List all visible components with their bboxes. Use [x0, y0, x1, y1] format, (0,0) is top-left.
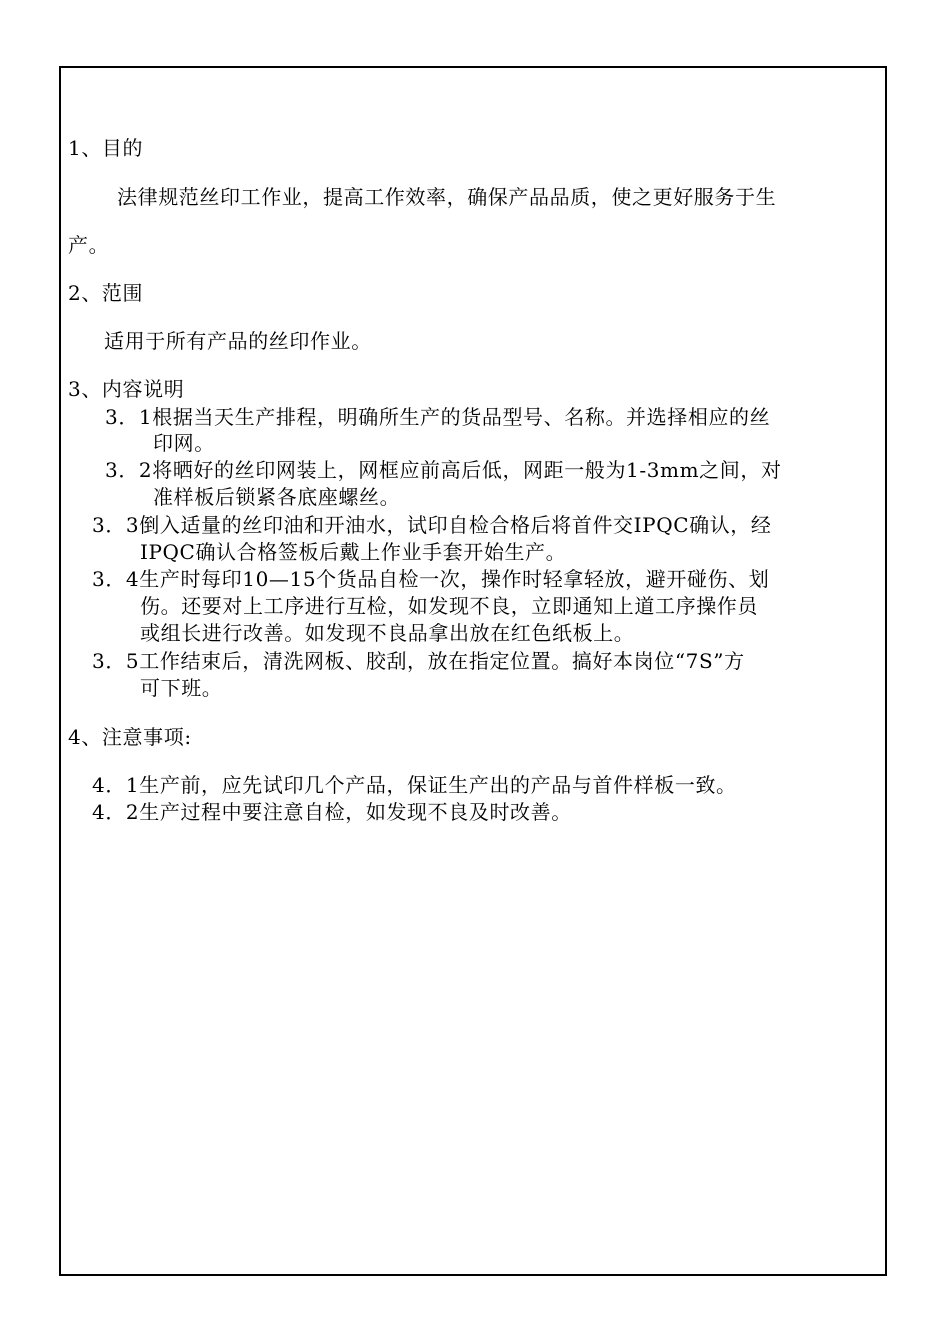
- item-4-2: 4．2生产过程中要注意自检，如发现不良及时改善。: [92, 800, 572, 824]
- section-1-body-line-2: 产。: [68, 233, 110, 257]
- item-3-5-line-2: 可下班。: [140, 676, 223, 700]
- item-3-1-line-1: 3．1根据当天生产排程，明确所生产的货品型号、名称。并选择相应的丝: [105, 405, 771, 429]
- item-3-3-line-1: 3．3倒入适量的丝印油和开油水，试印自检合格后将首件交IPQC确认，经: [92, 513, 772, 537]
- section-1-body-line-1: 法律规范丝印工作业，提高工作效率，确保产品品质，使之更好服务于生: [117, 185, 777, 209]
- section-2-body: 适用于所有产品的丝印作业。: [104, 329, 372, 353]
- item-3-5-line-1: 3．5工作结束后，清洗网板、胶刮，放在指定位置。搞好本岗位“7S”方: [92, 649, 745, 673]
- section-4-heading: 4、注意事项:: [68, 725, 192, 749]
- item-3-4-line-1: 3．4生产时每印10—15个货品自检一次，操作时轻拿轻放，避开碰伤、划: [92, 567, 770, 591]
- item-3-4-line-3: 或组长进行改善。如发现不良品拿出放在红色纸板上。: [140, 621, 635, 645]
- section-2-heading: 2、范围: [68, 281, 144, 305]
- section-3-heading: 3、内容说明: [68, 377, 185, 401]
- item-3-2-line-2: 准样板后锁紧各底座螺丝。: [153, 485, 401, 509]
- item-3-3-line-2: IPQC确认合格签板后戴上作业手套开始生产。: [140, 540, 567, 564]
- item-4-1: 4．1生产前，应先试印几个产品，保证生产出的产品与首件样板一致。: [92, 773, 737, 797]
- item-3-2-line-1: 3．2将晒好的丝印网装上，网框应前高后低，网距一般为1-3mm之间，对: [105, 458, 782, 482]
- item-3-4-line-2: 伤。还要对上工序进行互检，如发现不良，立即通知上道工序操作员: [140, 594, 758, 618]
- item-3-1-line-2: 印网。: [153, 431, 215, 455]
- section-1-heading: 1、目的: [68, 136, 144, 160]
